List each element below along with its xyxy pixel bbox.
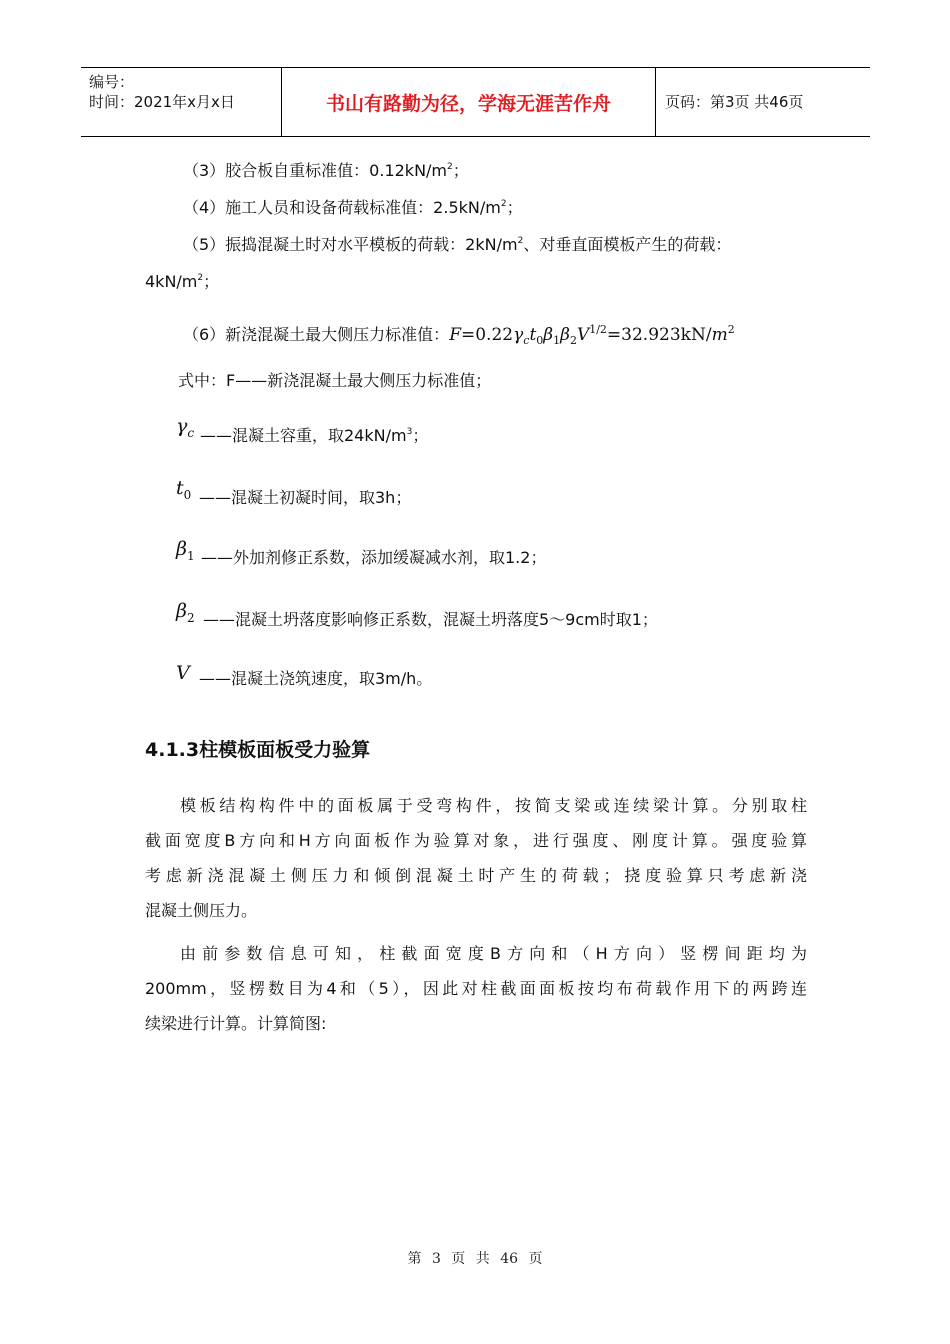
paragraph-1 bbox=[145, 788, 807, 928]
item-6: （6）新浇混凝土最大侧压力标准值：$F=0.22\gamma_ct_0\beta_1\beta_2V^{1/2}=32.923kN/m^2$ bbox=[183, 323, 735, 347]
beta2-symbol: $\beta_2$ bbox=[176, 600, 195, 625]
t0-symbol: $t_0$ bbox=[176, 477, 192, 502]
item-5: （5）振捣混凝土时对水平模板的荷载：$2kN/m^2$、对垂直面模板产生的荷载： bbox=[183, 235, 732, 254]
item-3: （3）胶合板自重标准值：$0.12kN/m^2$； bbox=[183, 161, 469, 180]
motto: 书山有路勤为径，学海无涯苦作舟 bbox=[325, 92, 611, 115]
para1-line: 模板结构构件中的面板属于受弯构件，按简支梁或连续梁计算。分别取柱 bbox=[180, 796, 807, 815]
v-symbol: V bbox=[176, 662, 190, 684]
gamma-definition: ——混凝土容重，取$24kN/m^3$； bbox=[200, 426, 429, 445]
item-5-cont: $4kN/m^2$； bbox=[145, 272, 220, 291]
beta1-symbol: $\beta_1$ bbox=[176, 538, 195, 563]
gamma-symbol: $\gamma_c$ bbox=[176, 415, 195, 440]
para1-line: 混凝土侧压力。 bbox=[145, 901, 258, 920]
v-definition: ——混凝土浇筑速度，取3m/h。 bbox=[199, 669, 433, 688]
lateral-pressure-formula: $F=0.22\gamma_ct_0\beta_1\beta_2V^{1/2}=32.923kN/m^2$ bbox=[449, 323, 735, 347]
where-clause: 式中：F——新浇混凝土最大侧压力标准值； bbox=[178, 371, 492, 390]
para2-line: 续梁进行计算。计算简图: bbox=[145, 1014, 327, 1033]
date-label: 时间：2021年x月x日 bbox=[89, 93, 235, 111]
t0-definition: ——混凝土初凝时间，取3h； bbox=[199, 488, 412, 507]
page-footer: 第 3 页 共 46 页 bbox=[407, 1251, 543, 1267]
beta2-definition: ——混凝土坍落度影响修正系数，混凝土坍落度5～9cm时取1； bbox=[203, 610, 658, 629]
section-heading: 4.1.3柱模板面板受力验算 bbox=[145, 739, 371, 761]
page-header bbox=[81, 67, 870, 137]
para1-line: 考虑新浇混凝土侧压力和倾倒混凝土时产生的荷载；挠度验算只考虑新浇 bbox=[145, 866, 807, 885]
header-divider bbox=[655, 68, 656, 136]
paragraph-2 bbox=[145, 936, 807, 1041]
page-info: 页码：第3页 共46页 bbox=[665, 93, 804, 111]
item-4: （4）施工人员和设备荷载标准值：$2.5kN/m^2$； bbox=[183, 198, 523, 217]
para2-line: 由前参数信息可知，柱截面宽度B方向和（H方向）竖楞间距均为 bbox=[180, 944, 807, 963]
para2-line: 200mm，竖楞数目为4和（5），因此对柱截面面板按均布荷载作用下的两跨连 bbox=[145, 979, 807, 998]
para1-line: 截面宽度B方向和H方向面板作为验算对象，进行强度、刚度计算。强度验算 bbox=[145, 831, 807, 850]
code-label: 编号： bbox=[89, 73, 135, 91]
beta1-definition: ——外加剂修正系数，添加缓凝减水剂，取1.2； bbox=[201, 548, 547, 567]
